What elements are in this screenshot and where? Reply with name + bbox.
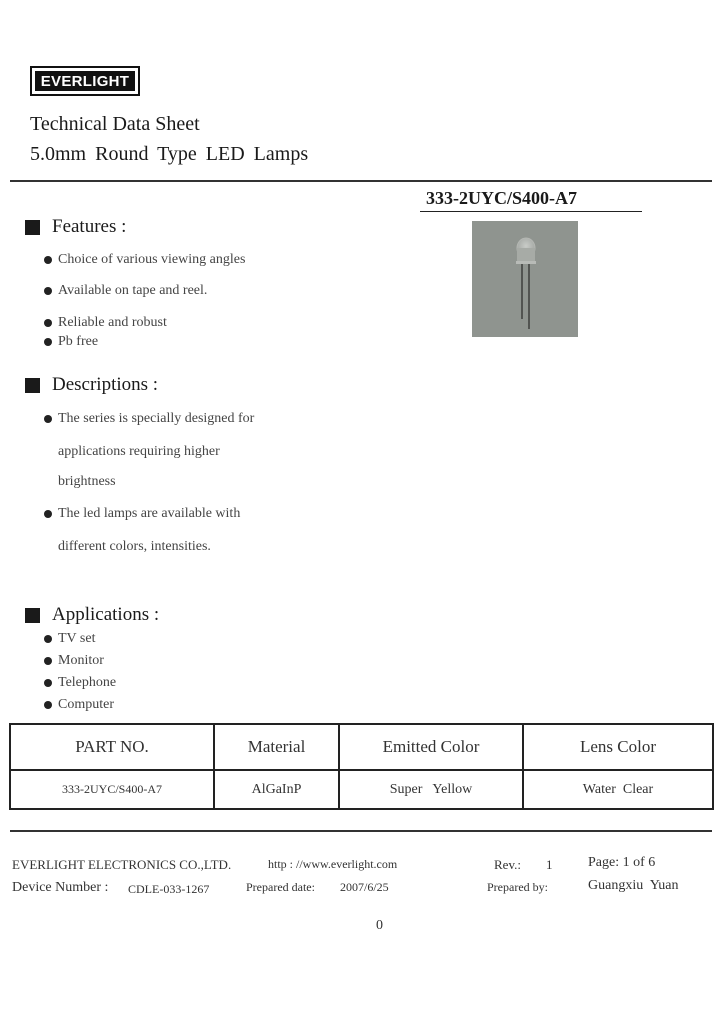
- document-title: Technical Data Sheet: [30, 113, 200, 135]
- spec-table: [9, 723, 714, 810]
- descriptions-heading: Descriptions :: [52, 374, 159, 395]
- company-url: http : //www.everlight.com: [268, 857, 398, 871]
- list-item: Available on tape and reel.: [44, 283, 207, 299]
- cell-lens-color: Water Clear: [523, 770, 713, 809]
- bullet-dot: [44, 510, 52, 518]
- prepared-date-label: Prepared date:: [246, 880, 315, 894]
- everlight-logo: [30, 66, 140, 96]
- bullet-dot: [44, 319, 52, 327]
- bullet-dot: [44, 415, 52, 423]
- bullet-dot: [44, 635, 52, 643]
- list-item: Reliable and robust: [44, 315, 167, 331]
- description-continuation: applications requiring higher: [58, 444, 220, 459]
- list-item: Choice of various viewing angles: [44, 252, 245, 268]
- cell-part-no: 333-2UYC/S400-A7: [10, 770, 214, 809]
- rev-label: Rev.:: [494, 857, 521, 872]
- cell-material: AlGaInP: [214, 770, 339, 809]
- bullet-dot: [44, 256, 52, 264]
- applications-heading: Applications :: [52, 604, 160, 625]
- header-divider: [10, 180, 712, 182]
- list-item: Pb free: [44, 334, 98, 350]
- list-item: Monitor: [44, 653, 104, 669]
- section-marker-square: [25, 378, 40, 393]
- logo-text: EVERLIGHT: [35, 71, 135, 91]
- features-heading: Features :: [52, 216, 127, 237]
- header-material: Material: [214, 724, 339, 770]
- header-emitted-color: Emitted Color: [339, 724, 523, 770]
- bullet-dot: [44, 679, 52, 687]
- cell-emitted-color: Super Yellow: [339, 770, 523, 809]
- list-item: The led lamps are available with: [44, 506, 240, 522]
- bullet-dot: [44, 338, 52, 346]
- device-number-label: Device Number :: [12, 880, 109, 895]
- table-row: [10, 770, 713, 809]
- part-number-underline: [420, 211, 642, 212]
- header-part-no: PART NO.: [10, 724, 214, 770]
- prepared-by-value: Guangxiu Yuan: [588, 878, 679, 893]
- description-continuation: brightness: [58, 474, 116, 489]
- bullet-dot: [44, 287, 52, 295]
- header-lens-color: Lens Color: [523, 724, 713, 770]
- page-number: 0: [376, 918, 383, 933]
- document-subtitle: 5.0mm Round Type LED Lamps: [30, 143, 309, 165]
- table-header-row: [10, 724, 713, 770]
- bullet-dot: [44, 701, 52, 709]
- list-item: The series is specially designed for: [44, 411, 254, 427]
- description-continuation: different colors, intensities.: [58, 539, 211, 554]
- list-item: Computer: [44, 697, 114, 713]
- part-number-heading: 333-2UYC/S400-A7: [426, 188, 577, 208]
- prepared-date-value: 2007/6/25: [340, 880, 389, 894]
- list-item: Telephone: [44, 675, 116, 691]
- led-lamp-icon: [472, 221, 578, 337]
- device-number-value: CDLE-033-1267: [128, 882, 210, 896]
- company-name: EVERLIGHT ELECTRONICS CO.,LTD.: [12, 857, 232, 872]
- rev-value: 1: [546, 857, 553, 872]
- section-marker-square: [25, 220, 40, 235]
- list-item: TV set: [44, 631, 95, 647]
- prepared-by-label: Prepared by:: [487, 880, 548, 894]
- section-marker-square: [25, 608, 40, 623]
- footer-divider: [10, 830, 712, 832]
- led-product-photo: [472, 221, 578, 337]
- page-indicator: Page: 1 of 6: [588, 855, 656, 870]
- bullet-dot: [44, 657, 52, 665]
